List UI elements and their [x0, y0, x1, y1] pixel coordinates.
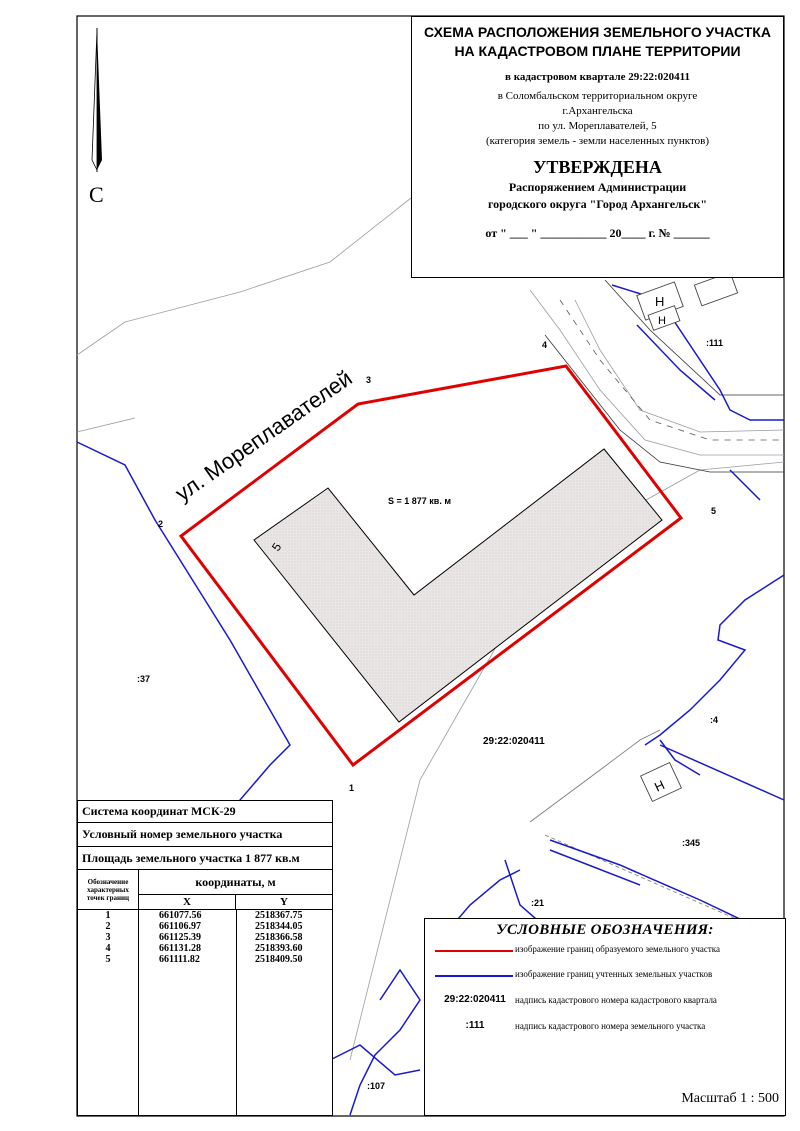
- parcel-label-111: :111: [706, 338, 724, 348]
- coordinate-system: Система координат МСК-29: [78, 801, 332, 823]
- point-label-4: 4: [542, 340, 548, 350]
- fence-line: [530, 730, 784, 940]
- coordinates-table: [77, 800, 333, 1116]
- parcel-label-107: :107: [367, 1081, 386, 1091]
- y-value: 2518367.75: [255, 910, 303, 921]
- order-line-2: городского округа "Город Архангельск": [488, 197, 707, 211]
- quarter-number: 29:22:020411: [483, 736, 545, 747]
- point-label-5: 5: [711, 506, 717, 516]
- parcel-number-symbol: :111: [465, 1020, 485, 1031]
- point-label-3: 3: [366, 375, 372, 385]
- legend-item-parcel-number: [425, 1018, 785, 1038]
- approved-heading: УТВЕРЖДЕНА: [533, 157, 662, 177]
- category-line: (категория земель - земли населенных пунктов): [485, 135, 710, 147]
- district-line: в Соломбальском территориальном округе: [497, 90, 698, 102]
- y-value: 2518409.50: [255, 954, 303, 965]
- x-value: 661106.97: [159, 921, 201, 932]
- table-row: 1: [105, 910, 111, 921]
- point-label-2: 2: [158, 519, 164, 529]
- parcel-number-row: Условный номер земельного участка: [78, 823, 332, 847]
- city-line: г.Архангельска: [562, 105, 633, 117]
- x-value: 661111.82: [159, 954, 200, 965]
- north-letter: С: [89, 182, 104, 207]
- building-mark-3: Н: [652, 777, 667, 795]
- building-mark-1: Н: [655, 294, 665, 309]
- building-mark-2: Н: [658, 315, 666, 327]
- building-outline: [254, 449, 662, 722]
- parcel-area-row: Площадь земельного участка 1 877 кв.м: [78, 847, 332, 870]
- table-row: 2: [105, 921, 111, 932]
- x-value: 661125.39: [159, 932, 201, 943]
- order-line-1: Распоряжением Администрации: [508, 180, 687, 194]
- area-label: S = 1 877 кв. м: [388, 496, 451, 506]
- street-name: ул. Мореплавателей: [170, 365, 357, 507]
- y-column-header: Y: [280, 896, 288, 908]
- coordinates-body: [78, 910, 332, 1115]
- point-label-1: 1: [349, 783, 355, 793]
- legend-item-text: изображение границ образуемого земельного участка: [515, 944, 721, 954]
- title-line-2: НА КАДАСТРОВОМ ПЛАНЕ ТЕРРИТОРИИ: [454, 43, 741, 59]
- parcel-label-4: :4: [710, 715, 719, 725]
- coords-column-header: координаты, м: [139, 870, 332, 895]
- small-buildings: [637, 272, 738, 801]
- legend-item-new-parcel: [425, 941, 785, 961]
- x-value: 661077.56: [159, 910, 202, 921]
- y-value: 2518344.05: [255, 921, 303, 932]
- table-row: 3: [105, 932, 111, 943]
- title-block: [411, 16, 784, 278]
- address-line: по ул. Мореплавателей, 5: [538, 120, 657, 132]
- legend-item-text: изображение границ учтенных земельных участков: [515, 969, 713, 979]
- coordinates-header: [78, 870, 332, 910]
- x-value: 661131.28: [159, 943, 201, 954]
- parcel-label-37: :37: [137, 674, 151, 684]
- table-row: 5: [105, 954, 111, 965]
- legend-item-quarter-number: [425, 992, 785, 1012]
- legend-item-registered: [425, 966, 785, 986]
- date-line: от " ___ " ___________ 20____ г. № ______: [485, 226, 710, 240]
- y-value: 2518366.58: [255, 932, 303, 943]
- red-line-symbol: [435, 950, 513, 952]
- legend-title: УСЛОВНЫЕ ОБОЗНАЧЕНИЯ:: [496, 922, 714, 938]
- table-row: 4: [105, 943, 111, 954]
- legend-item-text: надпись кадастрового номера кадастрового квартала: [515, 995, 717, 1005]
- legend: [424, 918, 786, 1116]
- north-arrow-icon: [92, 28, 102, 172]
- cadastral-quarter-line: в кадастровом квартале 29:22:020411: [505, 71, 690, 83]
- building-number: 5: [268, 540, 285, 554]
- title-line-1: СХЕМА РАСПОЛОЖЕНИЯ ЗЕМЕЛЬНОГО УЧАСТКА: [424, 24, 771, 40]
- scale-label: Масштаб 1 : 500: [681, 1091, 779, 1106]
- x-column-header: X: [139, 895, 236, 909]
- legend-item-text: надпись кадастрового номера земельного участка: [515, 1021, 706, 1031]
- point-column-header: Обозначение характерных точек границ: [78, 870, 139, 909]
- y-value: 2518393.60: [255, 943, 303, 954]
- blue-line-symbol: [435, 975, 513, 977]
- parcel-label-345: :345: [682, 838, 701, 848]
- quarter-number-symbol: 29:22:020411: [444, 994, 506, 1005]
- parcel-label-21: :21: [531, 898, 545, 908]
